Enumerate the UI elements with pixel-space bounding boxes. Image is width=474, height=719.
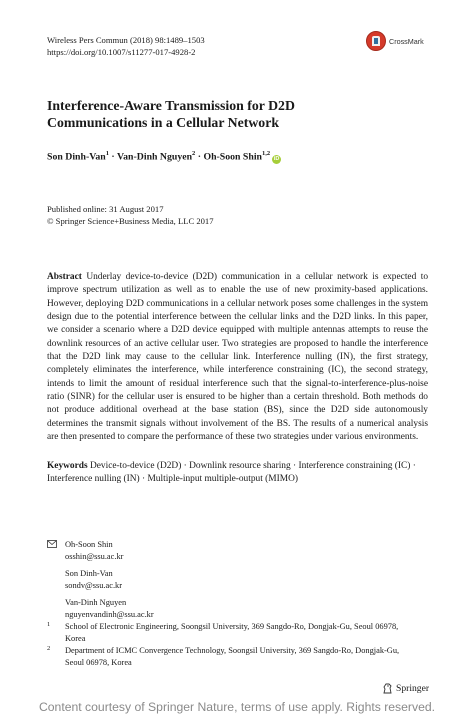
affiliation-line: School of Electronic Engineering, Soongsil University, 369 Sangdo-Ro, Dongjak-Gu, Seoul 06978, — [65, 622, 399, 631]
crossmark-label: CrossMark — [389, 36, 424, 46]
courtesy-footer: Content courtesy of Springer Nature, terms of use apply. Rights reserved. — [38, 700, 436, 714]
affiliation-line: Korea — [65, 633, 86, 643]
springer-logo — [382, 683, 429, 694]
author-name: Son Dinh-Van — [47, 151, 106, 163]
contact-email[interactable]: osshin@ssu.ac.kr — [65, 551, 124, 561]
affiliation-text — [65, 645, 428, 668]
author-separator: · — [108, 151, 117, 163]
affiliation-number: 1 — [47, 621, 51, 628]
author-affiliation-mark: 2 — [192, 150, 196, 157]
author-name: Oh-Soon Shin — [203, 151, 262, 163]
abstract-label: Abstract — [47, 272, 82, 282]
doi-link[interactable]: https://doi.org/10.1007/s11277-017-4928-2 — [47, 47, 196, 57]
contact-entry — [65, 568, 154, 591]
title-line-1: Interference-Aware Transmission for D2D — [47, 98, 295, 113]
abstract-section — [47, 271, 428, 444]
crossmark-badge[interactable] — [366, 30, 434, 52]
keywords-text: Device-to-device (D2D) · Downlink resource sharing · Interference constraining (IC) · Interference nulling (IN) · Multiple-input multiple-output (MIMO) — [47, 461, 416, 485]
corresponding-contacts — [47, 539, 154, 626]
springer-name: Springer — [396, 683, 430, 694]
affiliation-text — [65, 621, 428, 644]
contact-name: Son Dinh-Van — [65, 569, 113, 578]
contact-entry — [65, 597, 154, 620]
journal-citation: Wireless Pers Commun (2018) 98:1489–1503 — [47, 35, 205, 45]
contact-email[interactable]: nguyenvandinh@ssu.ac.kr — [65, 609, 154, 619]
keywords-section — [47, 460, 428, 487]
keywords-label: Keywords — [47, 461, 88, 471]
affiliation-number: 2 — [47, 645, 51, 652]
author-list — [47, 147, 281, 164]
contact-name: Oh-Soon Shin — [65, 540, 113, 549]
envelope-icon — [47, 540, 57, 548]
author-separator: · — [195, 151, 204, 163]
orcid-icon[interactable]: iD — [273, 156, 280, 163]
journal-header — [47, 34, 205, 58]
contact-email[interactable]: sondv@ssu.ac.kr — [65, 580, 123, 590]
contact-entry — [65, 539, 154, 562]
affiliation-2 — [47, 645, 428, 668]
affiliation-line: Department of ICMC Convergence Technology, Soongsil University, 369 Sangdo-Ro, Dongjak-Gu, — [65, 646, 400, 655]
paper-title — [47, 97, 437, 131]
affiliation-line: Seoul 06978, Korea — [65, 657, 132, 667]
crossmark-icon — [366, 31, 386, 51]
author-name: Van-Dinh Nguyen — [116, 151, 193, 163]
publication-info — [47, 203, 214, 227]
springer-horse-icon — [382, 683, 393, 694]
abstract-text: Underlay device-to-device (D2D) communication in a cellular network is expected to improve spectrum utilization as well as to enable the use of new proximity-based applications. However, deploying D2D communications in a cellular network poses some challenges in the system design due to the potential interference between the cellular links and the D2D links. In this paper, we consider a scenario where a D2D device equipped with multiple antennas attempts to reuse the downlink resources of an active cellular user. Two strategies are proposed to handle the interference that the D2D link may cause to the cellular link. Interference nulling (IN), the first strategy, completely eliminates the interference, while interference constraining (IC), the second strategy, intends to limit the amount of residual interference such that the signal-to-interference-plus-noise ratio (SINR) for the cellular user is ensured to be higher than a certain threshold. Both methods do not produce additional overhead at the base station (BS), since the D2D side autonomously determines the transmit signals without involvement of the BS. The results of a numerical analysis are then presented to compare the performance of these two strategies under various environments. — [47, 272, 429, 443]
author-affiliation-mark: 1,2 — [262, 150, 271, 157]
author-affiliation-mark: 1 — [105, 150, 109, 157]
published-date: Published online: 31 August 2017 — [47, 204, 164, 214]
copyright-line: © Springer Science+Business Media, LLC 2017 — [47, 216, 214, 226]
contact-name: Van-Dinh Nguyen — [65, 598, 127, 607]
affiliation-1 — [47, 621, 428, 644]
title-line-2: Communications in a Cellular Network — [47, 115, 279, 130]
